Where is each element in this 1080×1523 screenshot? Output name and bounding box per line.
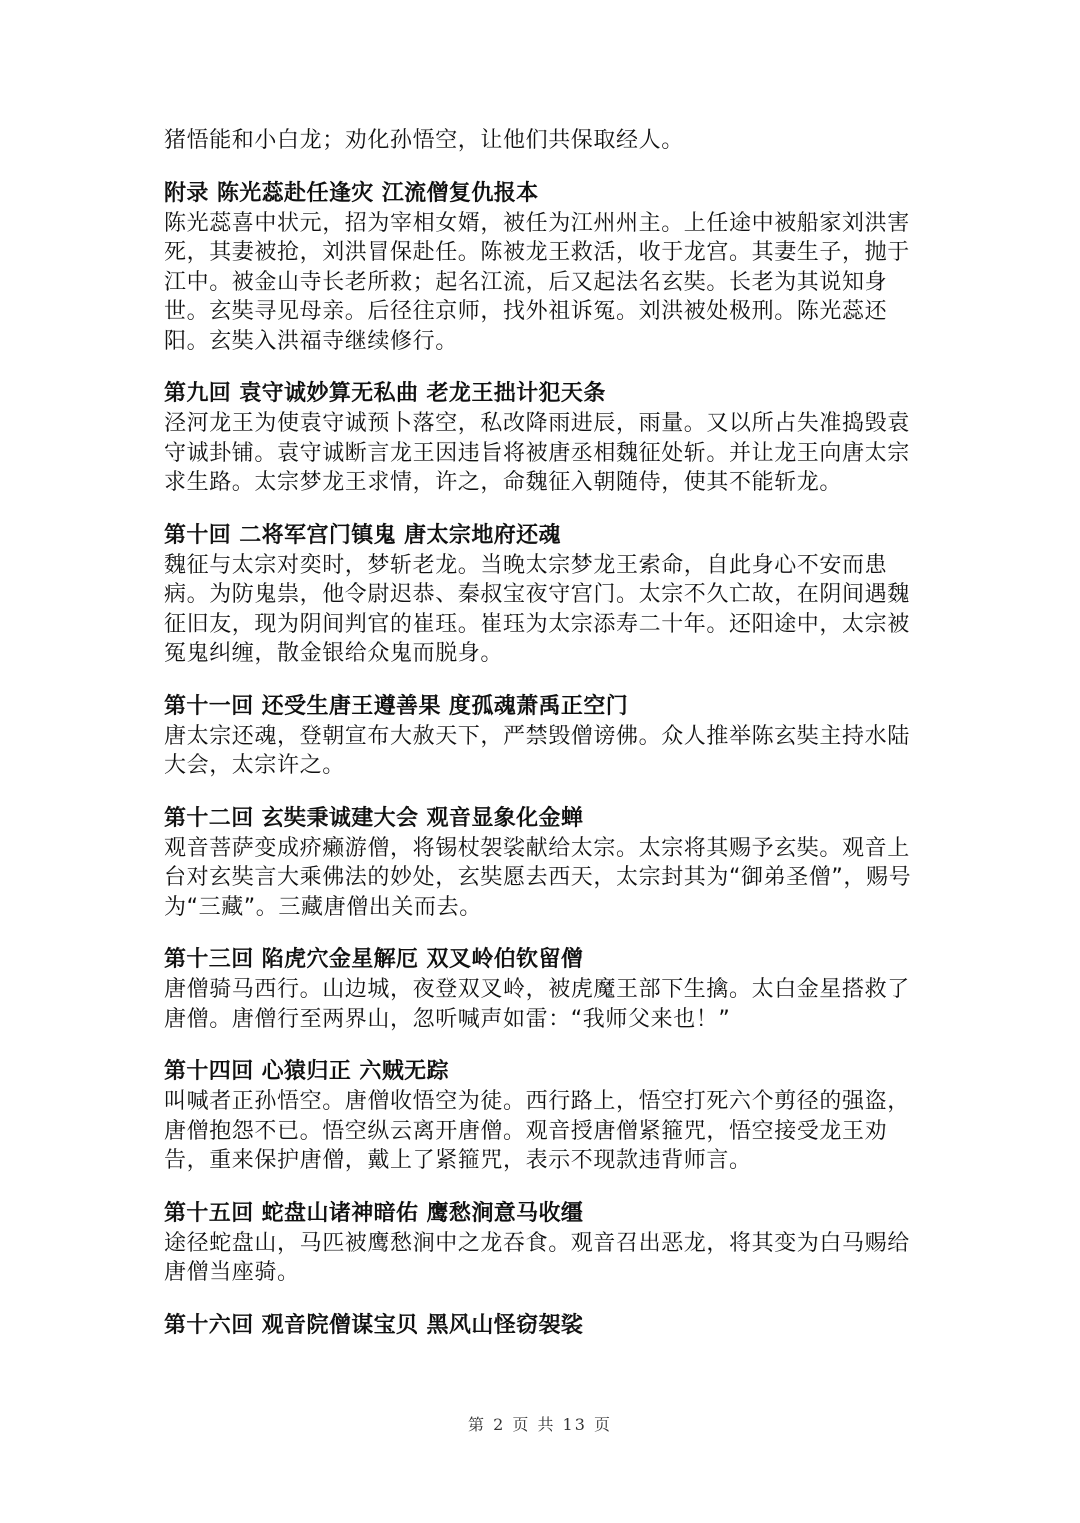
section-heading: 第十二回 玄奘秉诚建大会 观音显象化金蝉 bbox=[164, 805, 584, 831]
lead-paragraph: 猪悟能和小白龙；劝化孙悟空，让他们共保取经人。 bbox=[164, 128, 684, 153]
section-chapter-12 bbox=[164, 804, 924, 923]
section-body: 途径蛇盘山，马匹被鹰愁涧中之龙吞食。观音召出恶龙，将其变为白马赐给唐僧当座骑。 bbox=[164, 1230, 910, 1285]
section-body: 魏征与太宗对奕时，梦斩老龙。当晚太宗梦龙王索命，自此身心不安而患病。为防鬼祟，他令尉迟恭、秦叔宝夜守宫门。太宗不久亡故，在阴间遇魏征旧友，现为阴间判官的崔珏。崔珏为太宗添寿二十年。还阳途中，太宗被冤鬼纠缠，散金银给众鬼而脱身。 bbox=[164, 552, 910, 666]
section-chapter-16 bbox=[164, 1311, 924, 1340]
section-body: 唐太宗还魂，登朝宣布大赦天下，严禁毁僧谤佛。众人推举陈玄奘主持水陆大会，太宗许之。 bbox=[164, 723, 910, 778]
section-heading: 第十六回 观音院僧谋宝贝 黑风山怪窃袈裟 bbox=[164, 1312, 584, 1338]
section-heading: 第十四回 心猿归正 六贼无踪 bbox=[164, 1059, 449, 1084]
section-heading: 第九回 袁守诚妙算无私曲 老龙王拙计犯天条 bbox=[164, 381, 606, 406]
section-heading: 第十三回 陷虎穴金星解厄 双叉岭伯钦留僧 bbox=[164, 947, 584, 972]
section-chapter-15 bbox=[164, 1199, 924, 1288]
section-heading: 附录 陈光蕊赴任逢灾 江流僧复仇报本 bbox=[164, 180, 539, 206]
section-body: 观音菩萨变成疥癞游僧，将锡杖袈裟献给太宗。太宗将其赐予玄奘。观音上台对玄奘言大乘佛法的妙处，玄奘愿去西天，太宗封其为“御弟圣僧”，赐号为“三藏”。三藏唐僧出关而去。 bbox=[164, 835, 912, 920]
section-chapter-11 bbox=[164, 692, 924, 781]
section-chapter-9 bbox=[164, 379, 924, 498]
section-chapter-10 bbox=[164, 521, 924, 669]
page-number-footer: 第 2 页 共 13 页 bbox=[468, 1415, 612, 1434]
section-heading: 第十回 二将军宫门镇鬼 唐太宗地府还魂 bbox=[164, 522, 561, 548]
section-body: 陈光蕊喜中状元，招为宰相女婿，被任为江州州主。上任途中被船家刘洪害死，其妻被抢，刘洪冒保赴任。陈被龙王救活，收于龙宫。其妻生子，抛于江中。被金山寺长老所救；起名江流，后又起法名玄奘。长老为其说知身世。玄奘寻见母亲。后径往京师，找外祖诉冤。刘洪被处极刑。陈光蕊还阳。玄奘入洪福寺继续修行。 bbox=[164, 210, 910, 354]
section-chapter-13 bbox=[164, 945, 924, 1034]
section-body: 泾河龙王为使袁守诚预卜落空，私改降雨进辰，雨量。又以所占失准捣毁袁守诚卦铺。袁守诚断言龙王因违旨将被唐丞相魏征处斩。并让龙王向唐太宗求生路。太宗梦龙王求情，许之，命魏征入朝随侍，使其不能斩龙。 bbox=[164, 411, 910, 495]
section-heading: 第十五回 蛇盘山诸神暗佑 鹰愁涧意马收缰 bbox=[164, 1200, 584, 1226]
document-body bbox=[164, 126, 924, 1341]
section-appendix bbox=[164, 179, 924, 357]
section-heading: 第十一回 还受生唐王遵善果 度孤魂萧禹正空门 bbox=[164, 693, 629, 719]
section-chapter-14 bbox=[164, 1057, 924, 1176]
section-body: 唐僧骑马西行。山边城，夜登双叉岭，被虎魔王部下生擒。太白金星搭救了唐僧。唐僧行至两界山，忽听喊声如雷：“我师父来也！” bbox=[164, 977, 910, 1032]
section-body: 叫喊者正孙悟空。唐僧收悟空为徒。西行路上，悟空打死六个剪径的强盗，唐僧抱怨不已。悟空纵云离开唐僧。观音授唐僧紧箍咒，悟空接受龙王劝告，重来保护唐僧，戴上了紧箍咒，表示不现款违背师言。 bbox=[164, 1089, 910, 1173]
